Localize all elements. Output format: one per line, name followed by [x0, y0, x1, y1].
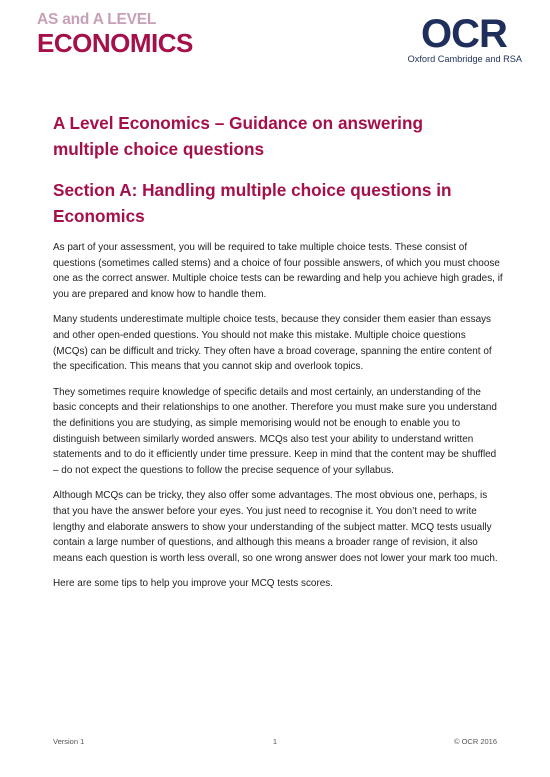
paragraph: Many students underestimate multiple choice tests, because they consider them easier than essays and other open-ended questions. You should not make this mistake. Multiple choice questions (MCQs) can be difficult and tricky. They often have a broad coverage, spanning the entire content of the specification. This means that you cannot skip and overlook topics.: [53, 314, 492, 373]
section-heading: Section A: Handling multiple choice questions in Economics: [53, 180, 452, 226]
subject-name: ECONOMICS: [37, 28, 193, 58]
paragraph: Here are some tips to help you improve your MCQ tests scores.: [53, 578, 334, 590]
ocr-logo-text: OCR: [421, 14, 507, 52]
ocr-logo-block: [404, 14, 522, 64]
page-title: A Level Economics – Guidance on answering multiple choice questions: [53, 113, 423, 159]
subject-banner: [37, 11, 193, 57]
footer-version: Version 1: [53, 737, 85, 746]
footer-page-number: 1: [272, 737, 278, 746]
paragraph: Although MCQs can be tricky, they also offer some advantages. The most obvious one, perhaps, is that you have the answer before your eyes. You just need to recognise it. You don’t need to write lengthy and elaborate answers to show your understanding of the subject matter. MCQ tests usually contain a large number of questions, and although this means a broader range of revision, it also means each question is worth less overall, so one wrong answer does not lower your mark too much.: [53, 490, 498, 564]
qualification-level: AS and A LEVEL: [37, 11, 157, 28]
footer-copyright: © OCR 2016: [453, 737, 497, 746]
paragraph: They sometimes require knowledge of specific details and most certainly, an understanding of the basic concepts and their relationships to one another. Therefore you must make sure you understand the definitions you are studying, as simple memorising would not be enough to enable you to distinguish between similarly worded answers. MCQs also test your ability to understand written statements and to do it efficiently under time pressure. Keep in mind that the content may be shuffled – do not expect the questions to follow the precise sequence of your syllabus.: [53, 386, 497, 476]
ocr-tagline: Oxford Cambridge and RSA: [407, 54, 522, 64]
page-footer: [53, 737, 497, 751]
paragraph: As part of your assessment, you will be required to take multiple choice tests. These consist of questions (sometimes called stems) and a choice of four possible answers, of which you must choose one as the correct answer. Multiple choice tests can be rewarding and help you achieve high grades, if you are prepared and know how to handle them.: [53, 242, 503, 300]
ocr-logo: [406, 14, 522, 52]
body-text: [53, 240, 503, 602]
